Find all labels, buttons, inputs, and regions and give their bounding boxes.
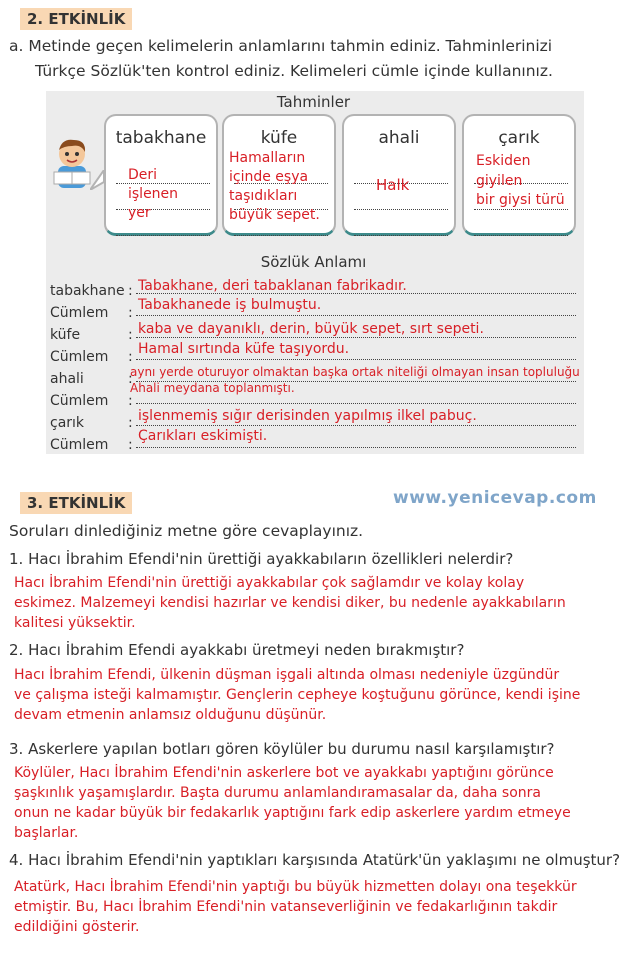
tahminler-title: Tahminler — [276, 93, 351, 111]
row-label: Cümlem — [50, 393, 109, 409]
row-label: tabakhane — [50, 283, 125, 299]
speech-tail-icon — [90, 170, 104, 190]
instruction-line-2: Türkçe Sözlük'ten kontrol ediniz. Kelimeleri cümle içinde kullanınız. — [35, 62, 553, 80]
card-guess-line: Eskiden — [476, 153, 531, 169]
row-answer: aynı yerde oturuyor olmaktan başka ortak niteliği olmayan insan topluluğu — [130, 365, 580, 379]
answer-4-line: etmiştir. Bu, Hacı İbrahim Efendi'nin vatanseverliğinin ve fedakarlığının takdir — [14, 899, 558, 915]
boy-reading-icon — [48, 132, 96, 192]
answer-2-line: devam etmenin anlamsız olduğunu düşünür. — [14, 707, 327, 723]
instruction-line-1: a. Metinde geçen kelimelerin anlamlarını tahmin ediniz. Tahminlerinizi — [9, 37, 553, 55]
card-word: tabakhane — [115, 128, 207, 148]
card-guess-line: büyük sepet. — [229, 207, 320, 223]
row-answer: Hamal sırtında küfe taşıyordu. — [138, 341, 350, 357]
answer-3-line: onun ne kadar büyük bir fedakarlık yaptığını fark edip askerlere yardım etmeye — [14, 805, 571, 821]
card-guess-line: taşıdıkları — [229, 188, 298, 204]
row-label: çarık — [50, 415, 85, 431]
answer-1-line: eskimez. Malzemeyi kendisi hazırlar ve kendisi diker, bu nedenle ayakkabıların — [14, 595, 566, 611]
answer-4-line: edildiğini gösterir. — [14, 919, 140, 935]
card-word: küfe — [260, 128, 298, 148]
answer-1-line: kalitesi yüksektir. — [14, 615, 136, 631]
card-word: çarık — [498, 128, 540, 148]
card-word: ahali — [378, 128, 420, 148]
row-label: Cümlem — [50, 349, 109, 365]
row-answer: Tabakhanede iş bulmuştu. — [138, 297, 322, 313]
answer-3-line: Köylüler, Hacı İbrahim Efendi'nin askerlere bot ve ayakkabı yaptığını görünce — [14, 765, 554, 781]
answer-4-line: Atatürk, Hacı İbrahim Efendi'nin yaptığı bu büyük hizmetten dolayı ona teşekkür — [14, 879, 577, 895]
card-guess-line: bir giysi türü — [476, 192, 565, 208]
row-label: ahali — [50, 371, 84, 387]
row-answer: Çarıkları eskimişti. — [138, 428, 268, 444]
card-ahali — [342, 114, 456, 236]
row-label: Cümlem — [50, 305, 109, 321]
row-answer: Ahali meydana toplanmıştı. — [130, 381, 295, 395]
watermark: www.yenicevap.com — [393, 488, 597, 508]
card-guess-line: giyilen — [476, 173, 523, 189]
question-2: 2. Hacı İbrahim Efendi ayakkabı üretmeyi neden bırakmıştır? — [9, 641, 465, 659]
card-tabakhane — [104, 114, 218, 236]
row-label: küfe — [50, 327, 81, 343]
card-guess-line: Hamalların — [229, 150, 306, 166]
row-answer: Tabakhane, deri tabaklanan fabrikadır. — [138, 278, 407, 294]
answer-3-line: şaşkınlık yaşamışlardır. Başta durumu anlamlandıramasalar da, daha sonra — [14, 785, 541, 801]
activity-3-badge: 3. ETKİNLİK — [20, 492, 132, 514]
card-guess-line: Halk — [376, 176, 410, 194]
card-guess-line: içinde eşya — [229, 169, 309, 185]
row-answer: işlenmemiş sığır derisinden yapılmış ilkel pabuç. — [138, 408, 477, 424]
sozluk-title: Sözlük Anlamı — [260, 253, 367, 271]
answer-2-line: Hacı İbrahim Efendi, ülkenin düşman işgali altında olması nedeniyle üzgündür — [14, 667, 560, 683]
row-label: Cümlem — [50, 437, 109, 453]
card-carik — [462, 114, 576, 236]
row-answer: kaba ve dayanıklı, derin, büyük sepet, sırt sepeti. — [138, 321, 484, 337]
answer-3-line: başlarlar. — [14, 825, 79, 841]
answer-1-line: Hacı İbrahim Efendi'nin ürettiği ayakkabılar çok sağlamdır ve kolay kolay — [14, 575, 525, 591]
card-guess-line: işlenen — [128, 186, 179, 202]
card-guess-line: Deri — [128, 167, 158, 183]
card-guess-line: yer — [128, 205, 151, 221]
question-3: 3. Askerlere yapılan botları gören köylüler bu durumu nasıl karşılamıştır? — [9, 740, 555, 758]
card-kufe — [222, 114, 336, 236]
question-4: 4. Hacı İbrahim Efendi'nin yaptıkları karşısında Atatürk'ün yaklaşımı ne olmuştur? — [9, 851, 621, 869]
activity-3-instruction: Soruları dinlediğiniz metne göre cevaplayınız. — [9, 522, 364, 540]
question-1: 1. Hacı İbrahim Efendi'nin ürettiği ayakkabıların özellikleri nelerdir? — [9, 550, 514, 568]
answer-2-line: ve çalışma isteği kalmamıştır. Gençlerin cepheye koştuğunu görünce, kendi işine — [14, 687, 581, 703]
activity-2-badge: 2. ETKİNLİK — [20, 8, 132, 30]
